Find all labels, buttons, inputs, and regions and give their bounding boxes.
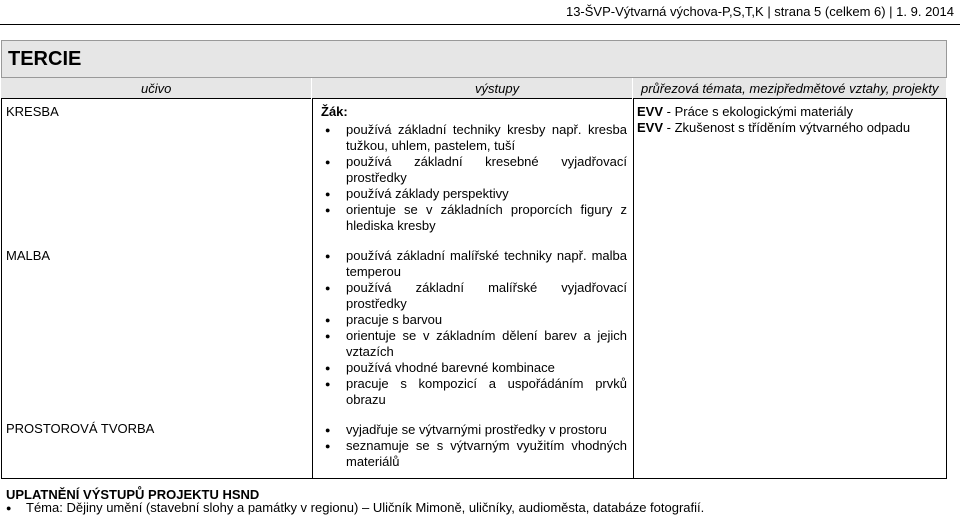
list-item: ● orientuje se v základních proporcích figury z hlediska kresby bbox=[325, 202, 627, 234]
list-item: ● pracuje s barvou bbox=[325, 312, 627, 328]
page-header: 13-ŠVP-Výtvarná výchova-P,S,T,K | strana 5 (celkem 6) | 1. 9. 2014 bbox=[565, 4, 954, 19]
column-divider-2 bbox=[633, 98, 634, 478]
list-item: ● používá základy perspektivy bbox=[325, 186, 627, 202]
column-header-ucivo bbox=[1, 78, 311, 99]
table-border-right bbox=[946, 98, 947, 478]
list-item: ● používá základní kresebné vyjadřovací prostředky bbox=[325, 154, 627, 186]
list-item: ● používá základní techniky kresby např. kresba tužkou, uhlem, pastelem, tuší bbox=[325, 122, 627, 154]
page-title: TERCIE bbox=[8, 48, 82, 70]
outcomes-list-malba bbox=[325, 248, 627, 408]
column-header-vystupy bbox=[312, 78, 632, 99]
column-label-prurezova: průřezová témata, mezipředmětové vztahy, projekty bbox=[641, 81, 939, 96]
column-label-ucivo: učivo bbox=[141, 81, 172, 96]
list-item: ● používá základní malířské vyjadřovací prostředky bbox=[325, 280, 627, 312]
outcomes-list-prostorova bbox=[325, 422, 627, 470]
cross-curricular-list bbox=[637, 104, 910, 136]
topic-prostorova-tvorba: PROSTOROVÁ TVORBA bbox=[6, 421, 155, 436]
list-item: ● orientuje se v základním dělení barev a jejich vztazích bbox=[325, 328, 627, 360]
table-border-left bbox=[1, 98, 2, 478]
title-bar bbox=[1, 40, 947, 78]
topic-kresba: KRESBA bbox=[6, 104, 59, 119]
table-border-bottom bbox=[1, 478, 947, 479]
evv-item bbox=[637, 104, 910, 120]
zak-label: Žák: bbox=[321, 104, 348, 119]
evv-text: - Práce s ekologickými materiály bbox=[663, 104, 854, 119]
column-header-prurezova bbox=[633, 78, 946, 99]
header-divider bbox=[0, 24, 960, 25]
list-item: ● pracuje s kompozicí a uspořádáním prvků obrazu bbox=[325, 376, 627, 408]
list-item: ● používá vhodné barevné kombinace bbox=[325, 360, 627, 376]
bullet-icon: ● bbox=[6, 503, 12, 513]
evv-code: EVV bbox=[637, 104, 664, 119]
list-item: ● vyjadřuje se výtvarnými prostředky v prostoru bbox=[325, 422, 627, 438]
project-output-item bbox=[6, 500, 704, 515]
list-item: ● seznamuje se s výtvarným využitím vhodných materiálů bbox=[325, 438, 627, 470]
evv-item bbox=[637, 120, 910, 136]
evv-text: - Zkušenost s tříděním výtvarného odpadu bbox=[663, 120, 911, 135]
project-outputs-title: UPLATNĚNÍ VÝSTUPŮ PROJEKTU HSND bbox=[6, 487, 260, 502]
list-item: ● používá základní malířské techniky např. malba temperou bbox=[325, 248, 627, 280]
column-divider-1 bbox=[312, 98, 313, 478]
project-output-text: Téma: Dějiny umění (stavební slohy a památky v regionu) – Uličník Mimoně, uličníky, audioměsta, databáze fotografií. bbox=[26, 500, 705, 515]
column-label-vystupy: výstupy bbox=[475, 81, 520, 96]
outcomes-list-kresba bbox=[325, 122, 627, 234]
evv-code: EVV bbox=[637, 120, 664, 135]
topic-malba: MALBA bbox=[6, 248, 51, 263]
